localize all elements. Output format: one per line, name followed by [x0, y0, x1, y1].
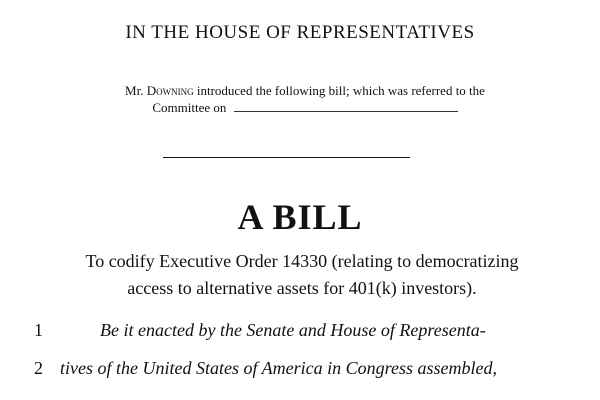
sponsor-prefix: Mr. [125, 83, 144, 98]
introduction-body: introduced the following bill; which was referred to the [196, 83, 485, 98]
line-number: 1 [34, 320, 43, 340]
bill-title: A BILL [237, 197, 363, 237]
introduction-text [60, 82, 550, 116]
line-text: Be it enacted by the Senate and House of Representa- [100, 320, 486, 340]
divider-rule [163, 157, 410, 158]
bill-purpose [22, 248, 582, 302]
committee-blank [234, 101, 458, 112]
committee-label: Committee on [152, 100, 227, 115]
line-text: tives of the United States of America in Congress assembled, [60, 358, 497, 378]
chamber-heading: IN THE HOUSE OF REPRESENTATIVES [125, 22, 475, 43]
sponsor-name: Downing [146, 83, 194, 98]
line-number: 2 [34, 358, 43, 378]
purpose-line-2: access to alternative assets for 401(k) investors). [127, 278, 477, 298]
purpose-line-1: To codify Executive Order 14330 (relating to democratizing [85, 251, 519, 271]
